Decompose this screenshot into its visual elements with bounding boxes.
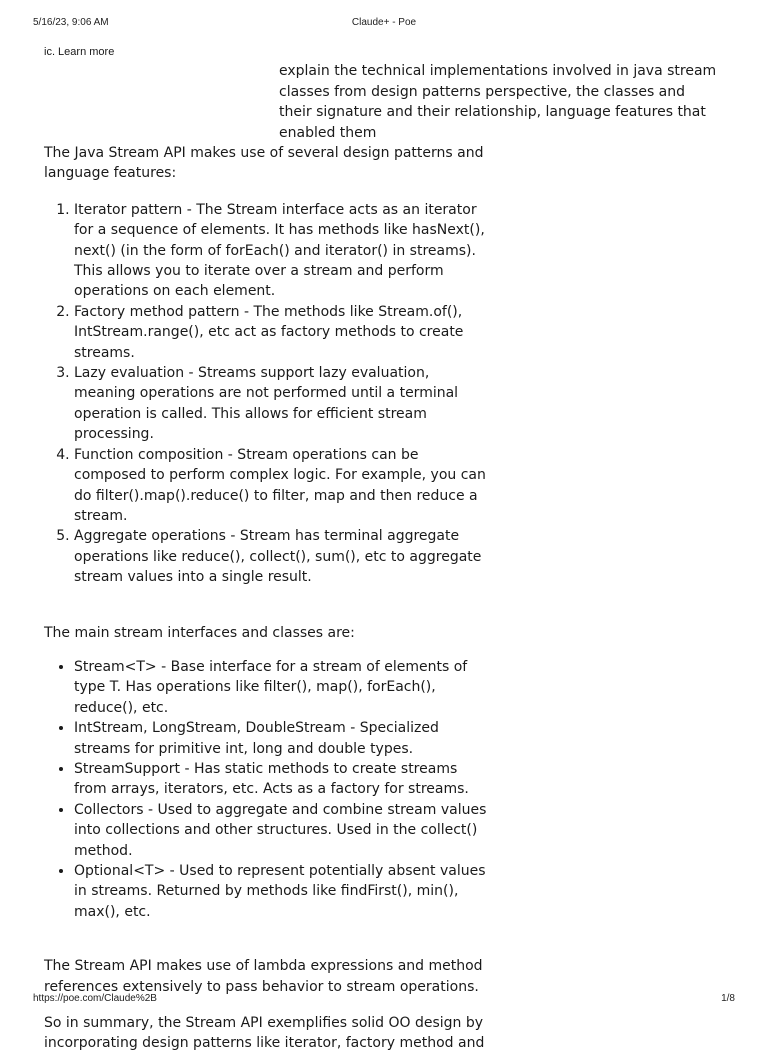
list-item: • Stream<T> - Base interface for a stream of elements of type T. Has operations like filter(), map(), forEach(), reduce(), etc. — [74, 657, 494, 718]
list-item: • Collectors - Used to aggregate and combine stream values into collections and other structures. Used in the collect() method. — [74, 800, 494, 861]
summary-paragraph: So in summary, the Stream API exemplifies solid OO design by incorporating design patterns like iterator, factory method and — [44, 1015, 485, 1052]
list-item: • IntStream, LongStream, DoubleStream - Specialized streams for primitive int, long and double types. — [74, 718, 494, 759]
list-item: • Optional<T> - Used to represent potentially absent values in streams. Returned by methods like findFirst(), min(), max(), etc. — [74, 861, 494, 922]
print-datetime: 5/16/23, 9:06 AM — [33, 17, 109, 28]
learn-more-note: ic. Learn more — [44, 46, 115, 58]
page-number: 1/8 — [721, 993, 735, 1004]
answer-intro: The Java Stream API makes use of several design patterns and language features: — [44, 145, 484, 182]
print-url: https://poe.com/Claude%2B — [33, 993, 157, 1004]
print-page-title: Claude+ - Poe — [351, 17, 417, 28]
list-item: 2. Factory method pattern - The methods like Stream.of(), IntStream.range(), etc act as factory methods to create streams. — [74, 302, 494, 363]
design-patterns-list — [44, 200, 494, 588]
stream-classes-list — [44, 657, 494, 922]
list-item: 4. Function composition - Stream operations can be composed to perform complex logic. For example, you can do filter().map().reduce() to filter, map and then reduce a stream. — [74, 445, 494, 527]
list-item: 5. Aggregate operations - Stream has terminal aggregate operations like reduce(), collect(), sum(), etc to aggregate stream values into a single result. — [74, 526, 494, 587]
classes-intro: The main stream interfaces and classes are: — [44, 624, 355, 641]
print-header — [0, 17, 768, 31]
list-item: 1. Iterator pattern - The Stream interface acts as an iterator for a sequence of elements. It has methods like hasNext(), next() (in the form of forEach() and iterator() in streams). This allows you to iterate over a stream and perform operations on each element. — [74, 200, 494, 302]
list-item: 3. Lazy evaluation - Streams support lazy evaluation, meaning operations are not performed until a terminal operation is called. This allows for efficient stream processing. — [74, 363, 494, 445]
user-message: explain the technical implementations involved in java stream classes from design patterns perspective, the classes and their signature and their relationship, language features that enabled them — [279, 63, 717, 141]
list-item: • StreamSupport - Has static methods to create streams from arrays, iterators, etc. Acts as a factory for streams. — [74, 759, 494, 800]
assistant-answer — [44, 143, 494, 1054]
lambda-paragraph: The Stream API makes use of lambda expressions and method references extensively to pass behavior to stream operations. — [44, 958, 483, 995]
print-footer — [0, 993, 768, 1007]
